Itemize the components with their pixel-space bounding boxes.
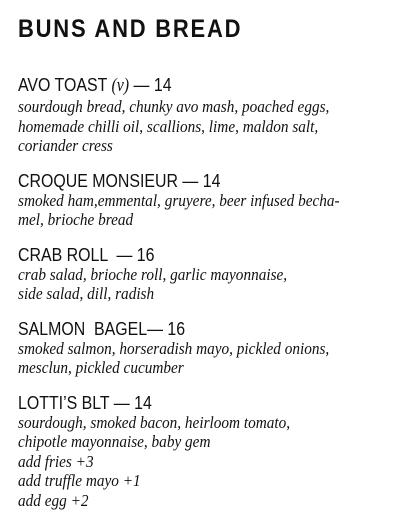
- menu-item-heading: [18, 74, 338, 97]
- menu-item-price: — 14: [129, 74, 172, 95]
- add-on-egg: add egg +2: [18, 490, 89, 510]
- menu-item-description: [18, 413, 395, 511]
- menu-item-lottis-blt: [18, 392, 390, 511]
- description-line: smoked ham,emmental, gruyere, beer infused becha-: [18, 190, 340, 210]
- description-line: homemade chilli oil, scallions, lime, maldon salt,: [18, 116, 319, 136]
- description-line: coriander cress: [18, 136, 113, 155]
- description-line: sourdough bread, chunky avo mash, poached eggs,: [18, 97, 330, 116]
- menu-item-heading: [18, 244, 338, 265]
- menu-page: [18, 14, 390, 524]
- description-line: chipotle mayonnaise, baby gem: [18, 432, 211, 451]
- description-line: crab salad, brioche roll, garlic mayonnaise,: [18, 264, 288, 284]
- menu-item-name: CRAB ROLL: [18, 243, 108, 265]
- menu-item-heading: [18, 392, 338, 413]
- add-on-fries: add fries +3: [18, 451, 94, 471]
- menu-item-description: [18, 97, 395, 156]
- menu-item-description: [18, 339, 395, 378]
- description-line: side salad, dill, radish: [18, 284, 155, 303]
- menu-item-salmon-bagel: [18, 318, 390, 378]
- menu-item-description: [18, 265, 395, 304]
- menu-item-heading: [18, 170, 338, 191]
- menu-item-price: — 14: [109, 391, 152, 413]
- menu-item-price: — 16: [147, 317, 186, 339]
- add-on-truffle-mayo: add truffle mayo +1: [18, 471, 141, 490]
- menu-item-name: SALMON BAGEL: [18, 317, 148, 339]
- vegetarian-tag: (v): [111, 76, 130, 96]
- menu-item-croque-monsieur: [18, 170, 390, 230]
- menu-item-avo-toast: [18, 74, 390, 156]
- description-line: mesclun, pickled cucumber: [18, 358, 184, 377]
- section-title: BUNS AND BREAD: [18, 15, 243, 43]
- description-line: smoked salmon, horseradish mayo, pickled onions,: [18, 338, 330, 358]
- menu-item-name: AVO TOAST: [18, 74, 108, 95]
- description-line: sourdough, smoked bacon, heirloom tomato,: [18, 412, 291, 432]
- menu-item-price: — 14: [178, 169, 221, 191]
- menu-item-heading: [18, 318, 338, 339]
- description-line: mel, brioche bread: [18, 210, 134, 229]
- menu-item-price: — 16: [107, 243, 155, 265]
- menu-item-name: CROQUE MONSIEUR: [18, 169, 179, 191]
- menu-item-description: [18, 191, 395, 230]
- menu-item-crab-roll: [18, 244, 390, 304]
- menu-item-name: LOTTI’S BLT: [18, 391, 110, 413]
